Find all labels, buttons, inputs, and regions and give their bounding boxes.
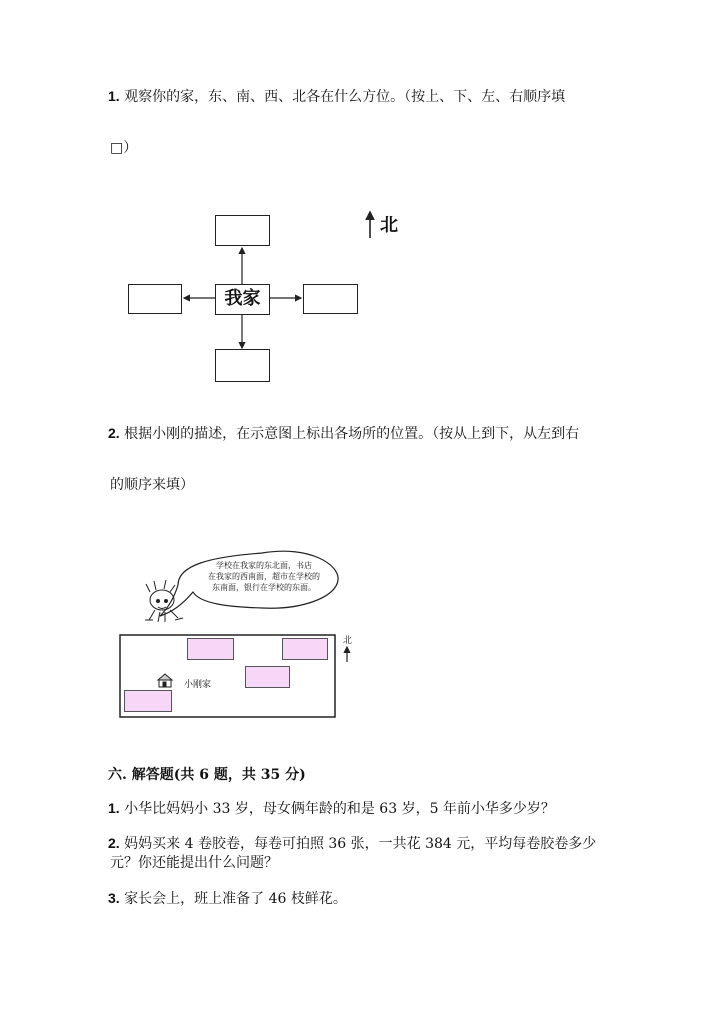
s6-item-3 [108, 888, 347, 909]
bubble-line: 学校在我家的东北面，书店 [216, 561, 312, 570]
q1-text-line2: □） [110, 140, 138, 156]
s6-item-text: 家长会上，班上准备了 46 枝鲜花。 [124, 891, 347, 907]
map-box-middle[interactable] [245, 666, 290, 688]
s6-item-1 [108, 798, 555, 819]
north-label: 北 [380, 215, 398, 236]
q2-prompt: 根据小刚的描述，在示意图上标出各场所的位置。（按从上到下，从左到右 [124, 426, 580, 442]
s6-item-number: 1. [108, 800, 120, 816]
s6-item-number: 3. [108, 890, 120, 906]
s6-item-text: 妈妈买来 4 卷胶卷，每卷可拍照 36 张，一共花 384 元，平均每卷胶卷多少 [124, 836, 597, 852]
s6-item-2-line1 [108, 833, 596, 854]
home-label: 小刚家 [184, 680, 212, 690]
s6-item-2-line2: 元？你还能提出什么问题？ [110, 855, 278, 871]
section-title: 六. 解答题(共 6 题，共 35 分) [108, 767, 306, 783]
s6-item-number: 2. [108, 835, 120, 851]
map-box-bottom-left[interactable] [124, 690, 172, 712]
home-box: 我家 [215, 284, 270, 315]
map-box-top-right[interactable] [282, 638, 328, 660]
s6-item-text: 小华比妈妈小 33 岁，母女俩年龄的和是 63 岁，5 年前小华多少岁？ [124, 801, 555, 817]
q1-prompt: 观察你的家，东、南、西、北各在什么方位。（按上、下、左、右顺序填 [124, 89, 566, 105]
map-box-top-left[interactable] [187, 638, 234, 660]
bubble-line: 在我家的西南面，超市在学校的 [208, 572, 320, 581]
bubble-text [190, 560, 338, 593]
map-north-label: 北 [343, 636, 353, 646]
bubble-line: 东南面，银行在学校的东面。 [212, 583, 316, 592]
q2-text-line2: 的顺序来填） [110, 477, 194, 493]
q2-number: 2. [108, 425, 120, 441]
q1-number: 1. [108, 88, 120, 104]
